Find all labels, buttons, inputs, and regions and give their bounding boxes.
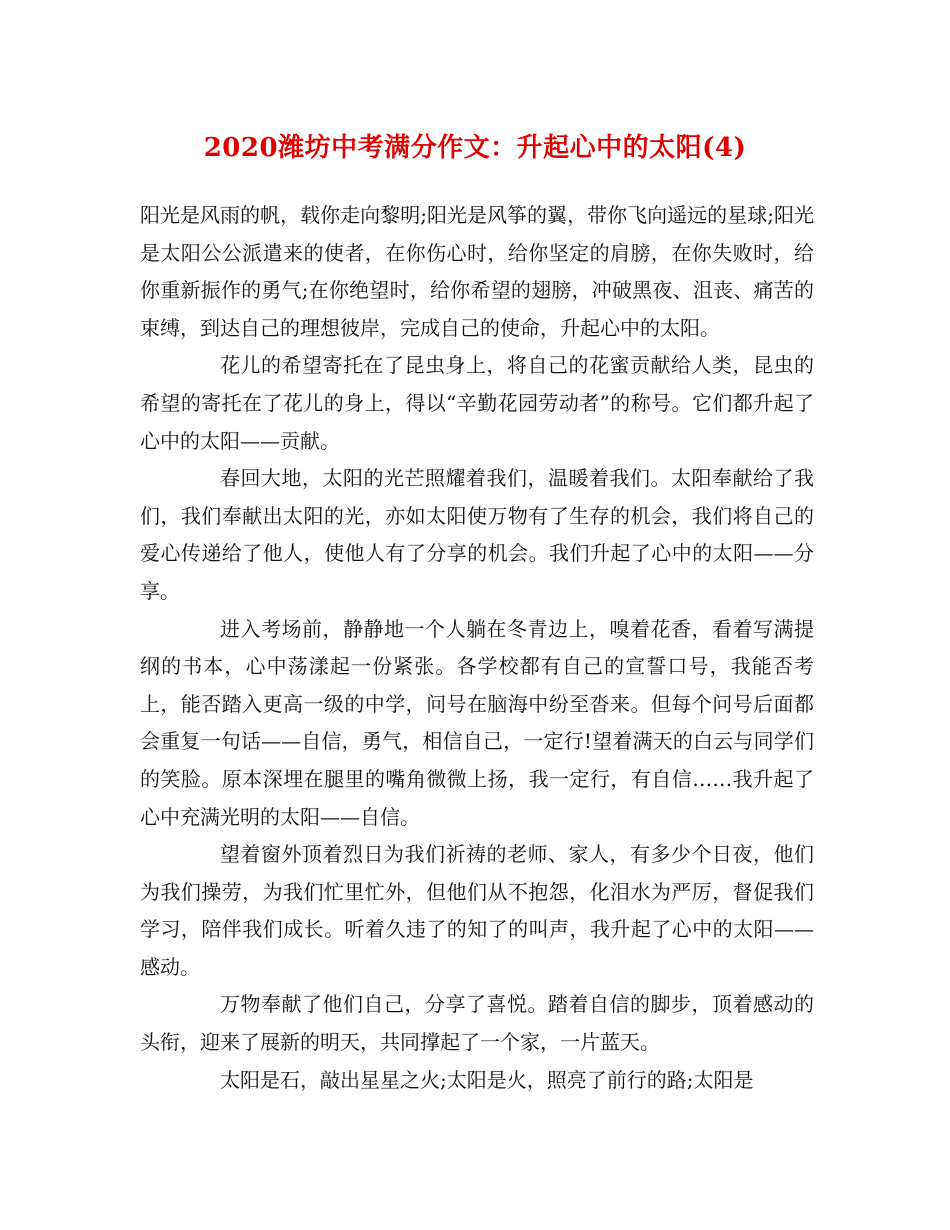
paragraph-1: 阳光是风雨的帆，载你走向黎明;阳光是风筝的翼，带你飞向遥远的星球;阳光是太阳公公派遣来的使者，在你伤心时，给你坚定的肩膀，在你失败时，给你重新振作的勇气;在你绝望时，给你希望的翅膀，冲破黑夜、沮丧、痛苦的束缚，到达自己的理想彼岸，完成自己的使命，升起心中的太阳。 bbox=[140, 203, 814, 340]
paragraph-4: 进入考场前，静静地一个人躺在冬青边上，嗅着花香，看着写满提纲的书本，心中荡漾起一份紧张。各学校都有自己的宣誓口号，我能否考上，能否踏入更高一级的中学，问号在脑海中纷至沓来。但每个问号后面都会重复一句话——自信，勇气，相信自己，一定行!望着满天的白云与同学们的笑脸。原本深埋在腿里的嘴角微微上扬，我一定行，有自信……我升起了心中充满光明的太阳——自信。 bbox=[140, 616, 814, 829]
paragraph-5: 望着窗外顶着烈日为我们祈祷的老师、家人，有多少个日夜，他们为我们操劳，为我们忙里忙外，但他们从不抱怨，化泪水为严厉，督促我们学习，陪伴我们成长。听着久违了的知了的叫声，我升起了心中的太阳——感动。 bbox=[140, 842, 814, 979]
document-body bbox=[140, 197, 814, 1099]
paragraph-6: 万物奉献了他们自己，分享了喜悦。踏着自信的脚步，顶着感动的头衔，迎来了展新的明天，共同撑起了一个家，一片蓝天。 bbox=[140, 992, 814, 1055]
document-title: 2020潍坊中考满分作文：升起心中的太阳(4) bbox=[203, 133, 747, 163]
paragraph-7: 太阳是石，敲出星星之火;太阳是火，照亮了前行的路;太阳是 bbox=[220, 1067, 754, 1092]
paragraph-2: 花儿的希望寄托在了昆虫身上，将自己的花蜜贡献给人类，昆虫的希望的寄托在了花儿的身上，得以“辛勤花园劳动者”的称号。它们都升起了心中的太阳——贡献。 bbox=[140, 353, 814, 453]
paragraph-3: 春回大地，太阳的光芒照耀着我们，温暖着我们。太阳奉献给了我们，我们奉献出太阳的光，亦如太阳使万物有了生存的机会，我们将自己的爱心传递给了他人，使他人有了分享的机会。我们升起了心中的太阳——分享。 bbox=[140, 466, 814, 603]
